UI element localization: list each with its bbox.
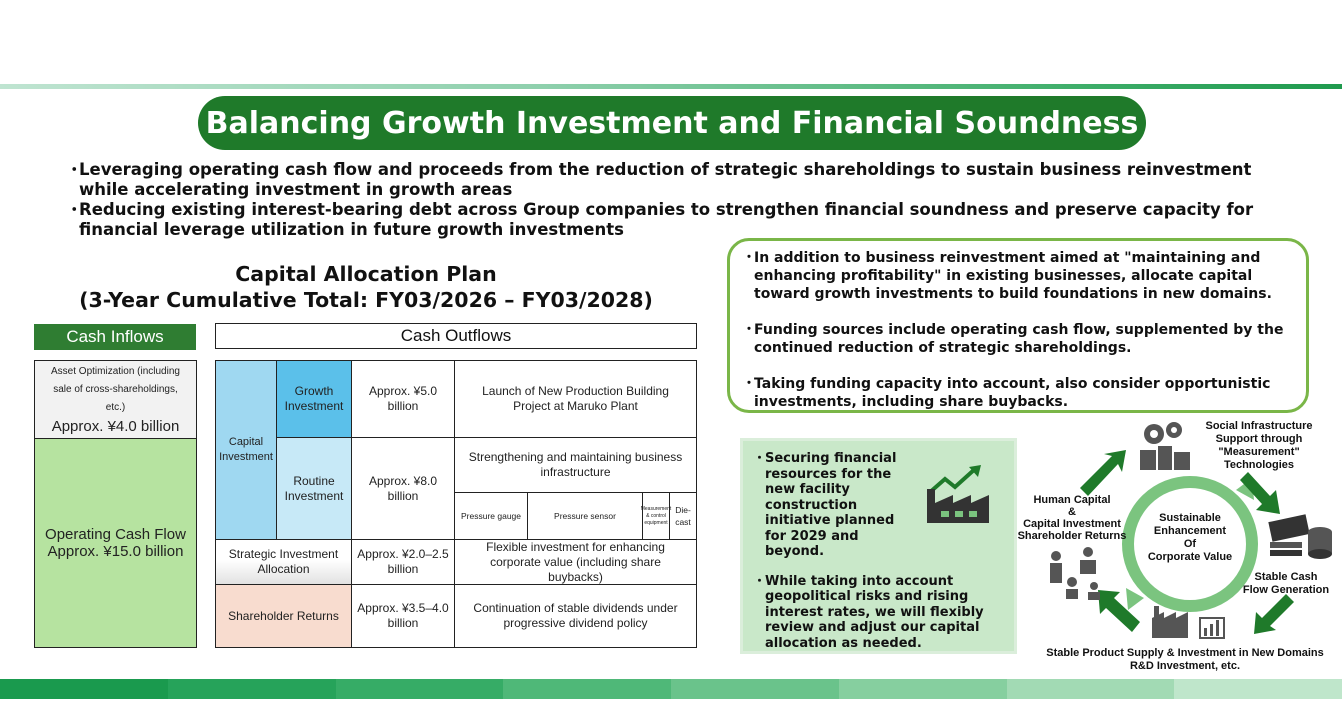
callout-item: ・ Taking funding capacity into account, also consider opportunistic investments, including share buybacks.	[742, 376, 1271, 410]
plan-title: Capital Allocation Plan (3-Year Cumulative Total: FY03/2026 – FY03/2028)	[79, 262, 653, 312]
intro-bullets	[66, 160, 1306, 240]
note-item: ・ Securing financial resources for the new facility construction initiative planned for 2029 and beyond.	[753, 451, 897, 559]
factory-growth-icon	[923, 463, 1003, 525]
routine-investment-label: Routine Investment	[276, 437, 352, 540]
cash-outflows-header: Cash Outflows	[215, 323, 697, 349]
strategic-investment-label: Strategic Investment Allocation	[215, 539, 352, 585]
routine-investment-desc: Strengthening and maintaining business infrastructure	[454, 437, 697, 493]
money-stack-icon	[1268, 514, 1332, 559]
cycle-human-capital: Human Capital & Capital Investment Shareholder Returns	[1017, 494, 1127, 542]
bottom-band	[0, 679, 1342, 699]
sub-die-cast: Die-cast	[669, 492, 697, 540]
shareholder-returns-label: Shareholder Returns	[215, 584, 352, 648]
strategic-investment-desc: Flexible investment for enhancing corporate value (including share buybacks)	[454, 539, 697, 585]
callout-item: ・ In addition to business reinvestment aimed at "maintaining and enhancing profitability" in existing businesses, allocate capital toward growth investments to build foundations in new domains.	[742, 250, 1272, 302]
growth-investment-desc: Launch of New Production Building Project at Maruko Plant	[454, 360, 697, 438]
note-item: ・ While taking into account geopolitical risks and rising interest rates, we will flexibly review and adjust our capital allocation as needed.	[753, 573, 984, 651]
cycle-stable-cash-flow: Stable Cash Flow Generation	[1242, 571, 1330, 596]
cycle-stable-product-supply: Stable Product Supply & Investment in New Domains R&D Investment, etc.	[1046, 647, 1324, 672]
bullet-item: ・ Leveraging operating cash flow and proceeds from the reduction of strategic shareholdings to sustain business reinvestment while accelerating investment in growth areas	[66, 160, 1252, 199]
strategic-investment-amount: Approx. ¥2.0–2.5 billion	[351, 539, 455, 585]
cycle-center-label: Sustainable Enhancement Of Corporate Value	[1147, 512, 1233, 563]
top-divider	[0, 84, 1342, 89]
sub-pressure-gauge: Pressure gauge	[454, 492, 528, 540]
cycle-social-infrastructure: Social Infrastructure Support through "Measurement" Technologies	[1205, 420, 1313, 471]
capital-investment-cell: Capital Investment	[215, 360, 277, 540]
cash-inflows-header: Cash Inflows	[34, 324, 196, 350]
sub-pressure-sensor: Pressure sensor	[527, 492, 643, 540]
people-icon	[1050, 547, 1100, 600]
asset-optimization-cell: Asset Optimization (including sale of cross-shareholdings, etc.) Approx. ¥4.0 billion	[34, 360, 197, 439]
allocation-policy-callout	[727, 238, 1309, 413]
routine-investment-amount: Approx. ¥8.0 billion	[351, 437, 455, 540]
sub-measurement-control: Measurement & control equipment	[642, 492, 670, 540]
growth-investment-amount: Approx. ¥5.0 billion	[351, 360, 455, 438]
bullet-item: ・ Reducing existing interest-bearing debt across Group companies to strengthen financial soundness and preserve capacity for financial leverage utilization in future growth investments	[66, 200, 1254, 239]
callout-item: ・ Funding sources include operating cash flow, supplemented by the continued reduction of strategic shareholdings.	[742, 322, 1284, 356]
gear-buildings-icon	[1140, 422, 1190, 470]
page-title: Balancing Growth Investment and Financial Soundness	[198, 96, 1146, 150]
funding-note-box	[740, 438, 1017, 654]
shareholder-returns-amount: Approx. ¥3.5–4.0 billion	[351, 584, 455, 648]
growth-investment-label: Growth Investment	[276, 360, 352, 438]
operating-cash-flow-cell: Operating Cash Flow Approx. ¥15.0 billion	[34, 438, 197, 648]
shareholder-returns-desc: Continuation of stable dividends under progressive dividend policy	[454, 584, 697, 648]
